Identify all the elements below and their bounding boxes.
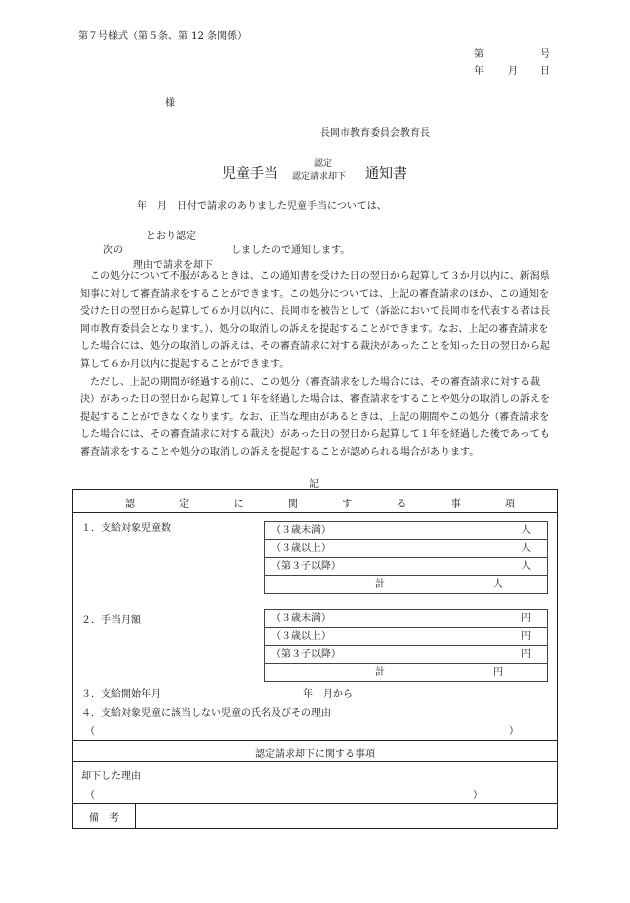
decision-option-approve: とおり認定 — [146, 231, 196, 242]
item2-row — [265, 645, 547, 663]
item1-row-label: （３歳未満） — [271, 525, 331, 536]
item1-row-label: （第３子以降） — [271, 561, 341, 572]
item2-row-label: （３歳以上） — [271, 631, 331, 642]
item1-total-label: 計 — [375, 579, 385, 590]
item1-row-unit: 人 — [521, 561, 531, 572]
decision-option-reject: 理由で請求を却下 — [133, 260, 213, 271]
item3-value: 年 月から — [303, 689, 353, 700]
rejection-open-paren: （ — [85, 790, 95, 801]
divider — [73, 803, 557, 804]
date-month: 月 — [508, 66, 518, 77]
item1-row — [265, 557, 547, 575]
rejection-close-paren: ） — [473, 790, 483, 801]
title-option-reject: 認定請求却下 — [292, 172, 347, 182]
divider — [73, 761, 557, 762]
item2-row-label: （３歳未満） — [271, 613, 331, 624]
item1-row — [265, 539, 547, 557]
divider — [73, 740, 557, 741]
item2-row-unit: 円 — [521, 649, 531, 660]
item1-row-unit: 人 — [521, 543, 531, 554]
section-header-char: 項 — [504, 499, 515, 510]
item3-label: ３．支給開始年月 — [81, 689, 161, 700]
item1-row — [265, 522, 547, 539]
record-heading: 記 — [309, 479, 319, 490]
record-table — [72, 489, 558, 829]
doc-number-suffix: 号 — [540, 49, 550, 60]
section-header — [125, 495, 515, 510]
date-year: 年 — [474, 66, 484, 77]
title-left: 児童手当 — [222, 166, 278, 182]
form-number: 第７号様式（第５条、第 12 条関係） — [78, 31, 248, 42]
date-day: 日 — [540, 66, 550, 77]
item1-total-row — [265, 575, 547, 593]
issuer-name: 長岡市教育委員会教育長 — [320, 128, 430, 139]
title-right: 通知書 — [365, 166, 407, 182]
title-option-approve: 認定 — [314, 159, 333, 169]
doc-number-prefix: 第 — [474, 49, 484, 60]
item1-row-label: （３歳以上） — [271, 543, 331, 554]
section-header-char: 定 — [179, 499, 190, 510]
remarks-divider — [135, 803, 136, 829]
section-header-char: る — [396, 499, 407, 510]
section-header-char: 認 — [125, 499, 135, 510]
intro-line: 年 月 日付で請求のありました児童手当については、 — [137, 201, 387, 212]
section-header-char: 関 — [287, 499, 298, 510]
appeal-notice — [80, 268, 550, 462]
divider — [73, 512, 557, 513]
item2-total-label: 計 — [375, 667, 385, 678]
decision-before: 次の — [103, 245, 123, 256]
section-header-char: 事 — [450, 499, 461, 510]
item4-close-paren: ） — [509, 726, 519, 737]
item1-total-unit: 人 — [493, 579, 503, 590]
item2-row-label: （第３子以降） — [271, 649, 341, 660]
appeal-paragraph-1: この処分について不服があるときは、この通知書を受けた日の翌日から起算して３か月以内に、新潟県知事に対して審査請求をすることができます。この処分については、上記の審査請求のほか、この通知を受けた日の翌日から起算して６か月以内に、長岡市を被告として（訴訟において長岡市を代表する者は長岡市教育委員会となります。）、処分の取消しの訴えを提起することができます。なお、上記の審査請求をした場合には、処分の取消しの訴えは、その審査請求に対する裁決があったことを知った日の翌日から起算して６か月以内に提起することができます。 — [80, 271, 550, 370]
item2-total-row — [265, 663, 547, 681]
item1-breakdown — [264, 521, 548, 594]
item2-total-unit: 円 — [493, 667, 503, 678]
appeal-paragraph-2: ただし、上記の期間が経過する前に、この処分（審査請求をした場合には、その審査請求に対する裁決）があった日の翌日から起算して１年を経過した場合は、審査請求をすることや処分の取消しの訴えを提起することができなくなります。なお、正当な理由があるときは、上記の期間やこの処分（審査請求をした場合には、その審査請求に対する裁決）があった日の翌日から起算して１年を経過した後であっても審査請求をすることや処分の取消しの訴えを提起することが認められる場合があります。 — [80, 376, 550, 458]
item4-open-paren: （ — [85, 726, 95, 737]
item2-label: ２．手当月額 — [81, 615, 141, 626]
rejection-reason-label: 却下した理由 — [81, 771, 141, 782]
item4-label: ４．支給対象児童に該当しない児童の氏名及びその理由 — [81, 708, 331, 719]
rejection-header: 認定請求却下に関する事項 — [255, 749, 375, 760]
section-header-char: に — [233, 499, 244, 510]
item2-row-unit: 円 — [521, 613, 531, 624]
addressee-suffix: 様 — [165, 98, 175, 109]
item2-row — [265, 610, 547, 627]
item2-row-unit: 円 — [521, 631, 531, 642]
remarks-label: 備 考 — [89, 813, 119, 824]
section-header-char: す — [342, 499, 353, 510]
item2-breakdown — [264, 609, 548, 682]
decision-after: しましたので通知します。 — [231, 245, 351, 256]
item1-label: １．支給対象児童数 — [81, 523, 171, 534]
item1-row-unit: 人 — [521, 525, 531, 536]
item2-row — [265, 627, 547, 645]
